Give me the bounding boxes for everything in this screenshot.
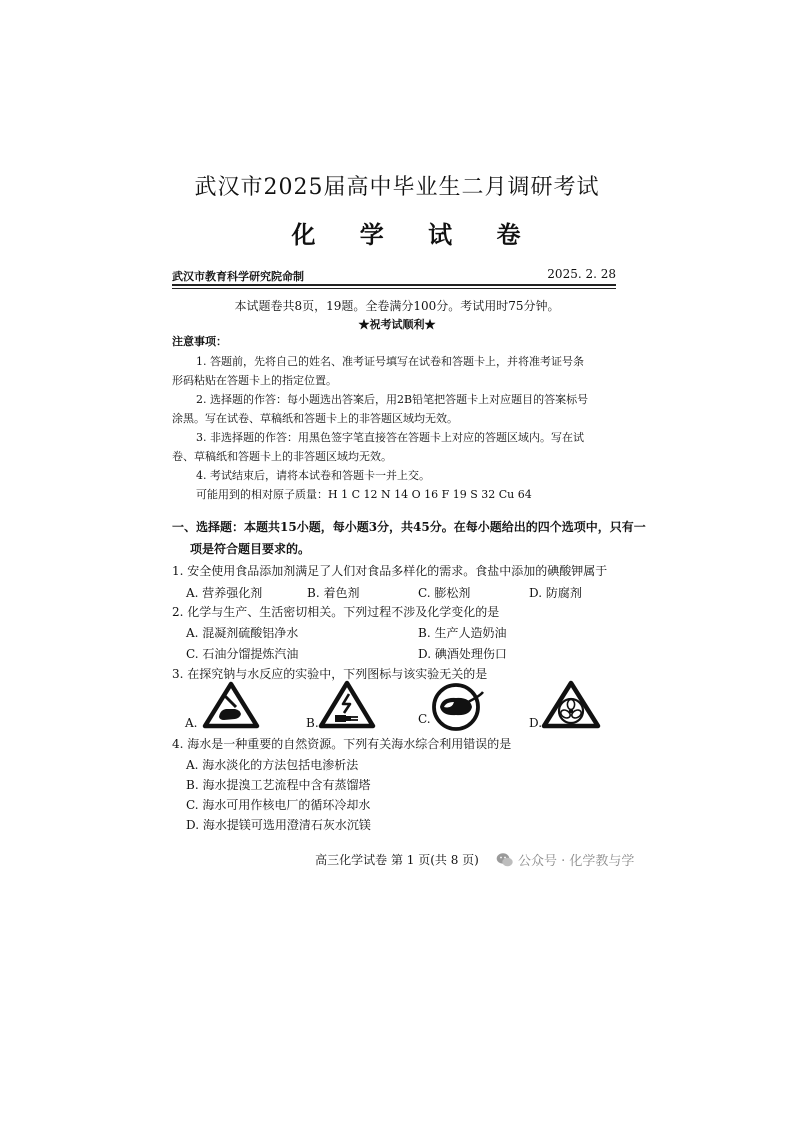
fan-exhaust-icon [541,680,601,730]
note-2-line-1: 2. 选择题的作答：每小题选出答案后，用2B铅笔把答题卡上对应题目的答案标号 [196,393,589,406]
hand-washing-icon [202,681,260,729]
question-4-option-d: D. 海水提镁可选用澄清石灰水沉镁 [186,818,371,832]
goggles-icon [430,682,486,732]
electricity-icon [318,680,376,730]
atomic-masses: 可能用到的相对原子质量：H 1 C 12 N 14 O 16 F 19 S 32 Cu 64 [196,488,532,501]
header-rule-thick [172,284,616,286]
note-4: 4. 考试结束后，请将本试卷和答题卡一并上交。 [196,469,430,482]
question-1-option-d: D. 防腐剂 [529,586,582,600]
note-1-line-1: 1. 答题前，先将自己的姓名、准考证号填写在试卷和答题卡上，并将准考证号条 [196,355,584,368]
question-1-option-a: A. 营养强化剂 [186,586,263,600]
question-3-stem: 3. 在探究钠与水反应的实验中，下列图标与该实验无关的是 [172,667,488,681]
question-2-option-c: C. 石油分馏提炼汽油 [186,647,299,661]
note-3-line-2: 卷、草稿纸和答题卡上的非答题区域均无效。 [172,450,392,463]
note-3-line-1: 3. 非选择题的作答：用黑色签字笔直接答在答题卡上对应的答题区域内。写在试 [196,431,584,444]
wechat-icon [496,852,514,868]
note-1-line-2: 形码粘贴在答题卡上的指定位置。 [172,374,337,387]
publisher: 武汉市教育科学研究院命制 [172,270,304,283]
exam-subject: 化 学 试 卷 [291,220,539,249]
question-1-option-b: B. 着色剂 [307,586,360,600]
note-2-line-2: 涂黑。写在试卷、草稿纸和答题卡上的非答题区域均无效。 [172,412,458,425]
good-luck-line: ★祝考试顺利★ [358,318,436,331]
question-3-option-a-label: A. [185,716,198,730]
question-4-stem: 4. 海水是一种重要的自然资源。下列有关海水综合利用错误的是 [172,737,512,751]
question-4-option-a: A. 海水淡化的方法包括电渗析法 [186,758,359,772]
exam-title: 武汉市2025届高中毕业生二月调研考试 [194,175,600,200]
question-2-option-a: A. 混凝剂硫酸铝净水 [186,626,299,640]
watermark: 公众号 · 化学教与学 [518,854,635,869]
question-1-stem: 1. 安全使用食品添加剂满足了人们对食品多样化的需求。食盐中添加的碘酸钾属于 [172,564,608,578]
header-rule-thin [172,288,616,289]
question-3-option-d-label: D. [529,716,543,730]
question-1-option-c: C. 膨松剂 [418,586,471,600]
question-3-option-b-label: B. [306,716,319,730]
question-4-option-c: C. 海水可用作核电厂的循环冷却水 [186,798,371,812]
exam-date: 2025. 2. 28 [547,267,616,281]
exam-summary: 本试题卷共8页，19题。全卷满分100分。考试用时75分钟。 [234,299,560,313]
question-2-stem: 2. 化学与生产、生活密切相关。下列过程不涉及化学变化的是 [172,605,500,619]
section-1-heading-line-2: 项是符合题目要求的。 [190,542,311,556]
question-3-option-c-label: C. [418,712,431,726]
question-2-option-b: B. 生产人造奶油 [418,626,507,640]
question-4-option-b: B. 海水提溴工艺流程中含有蒸馏塔 [186,778,371,792]
page-footer: 高三化学试卷 第 1 页(共 8 页) [315,853,479,867]
question-2-option-d: D. 碘酒处理伤口 [418,647,507,661]
notes-heading: 注意事项： [172,335,227,348]
section-1-heading-line-1: 一、选择题：本题共15小题，每小题3分，共45分。在每小题给出的四个选项中，只有一 [172,520,646,534]
